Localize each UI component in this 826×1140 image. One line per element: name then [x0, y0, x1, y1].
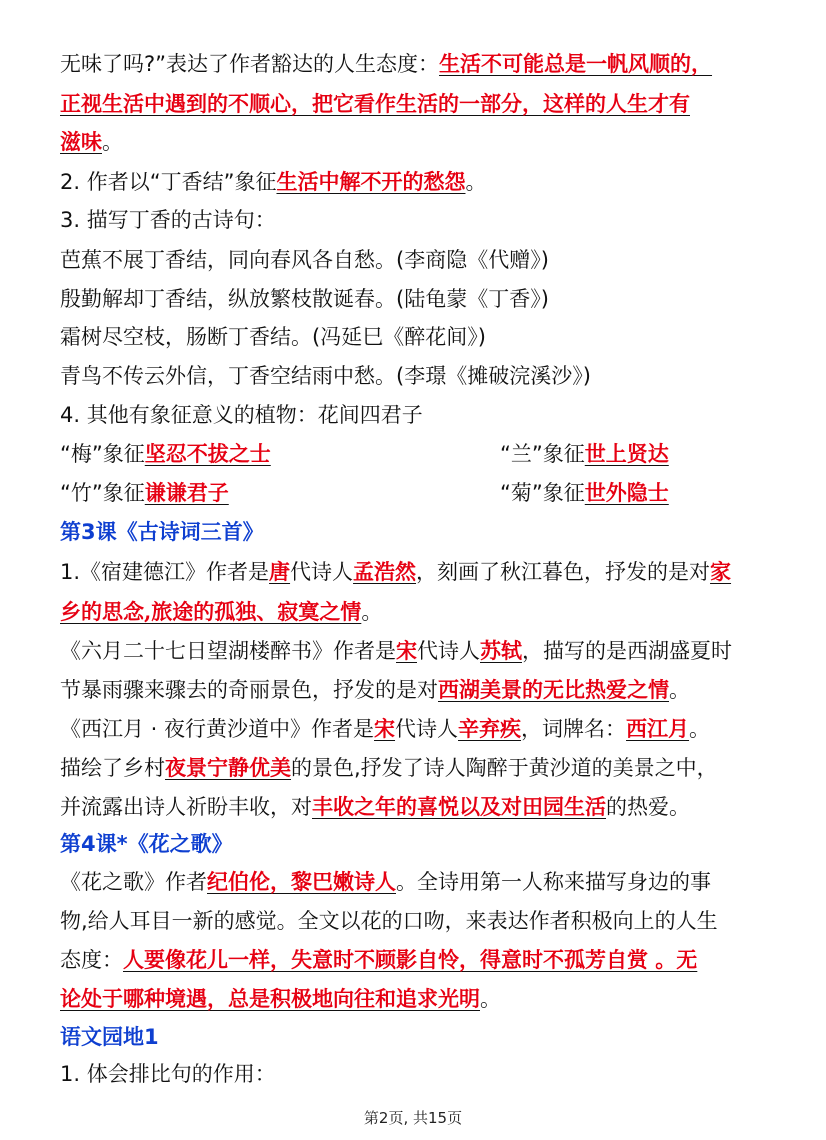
- heading-text: 语文园地1: [60, 1025, 159, 1049]
- plain-text: “竹”象征: [60, 481, 145, 505]
- plain-text: 。: [480, 987, 501, 1011]
- answer-text: 丰收之年的喜悦以及对田园生活: [312, 794, 606, 819]
- poem-line-3: [60, 322, 486, 352]
- heading-text: 第4课*《花之歌》: [60, 832, 233, 856]
- plain-text: 物,给人耳目一新的感觉。全文以花的口吻，来表达作者积极向上的人生: [60, 909, 718, 933]
- plant-row-1: [60, 439, 760, 469]
- answer-text: 正视生活中遇到的不顺心，把它看作生活的一部分，这样的人生才有: [60, 91, 690, 116]
- plain-text: 2. 作者以“丁香结”象征: [60, 170, 277, 194]
- plain-text: “梅”象征: [60, 442, 145, 466]
- answer-text: 世外隐士: [584, 480, 669, 505]
- answer-text: 孟浩然: [353, 559, 417, 584]
- plain-text: 的景色,抒发了诗人陶醉于黄沙道的美景之中，: [291, 756, 718, 780]
- text-line-18: [60, 714, 710, 744]
- plain-text: “菊”象征: [500, 481, 585, 505]
- answer-text: 坚忍不拔之士: [144, 441, 271, 466]
- section-heading-lesson-3: [60, 517, 264, 547]
- answer-text: 宋: [396, 638, 417, 663]
- plain-text: “兰”象征: [500, 442, 585, 466]
- text-line-27: [60, 1059, 276, 1089]
- answer-text: 生活不可能总是一帆风顺的，: [439, 51, 713, 76]
- text-line-1: [60, 49, 712, 79]
- answer-text: 唐: [269, 559, 291, 584]
- answer-text: 谦谦君子: [144, 480, 229, 505]
- poem-line-2: [60, 284, 549, 314]
- plain-text: ，刻画了秋江暮色，抒发的是对: [416, 560, 711, 584]
- answer-text: 乡的思念,旅途的孤独、寂寞之情: [60, 599, 362, 624]
- answer-text: 西江月: [626, 716, 690, 741]
- answer-text: 辛弃疾: [458, 716, 522, 741]
- text-line-22: [60, 867, 711, 897]
- section-heading-lesson-4: [60, 829, 233, 859]
- text-line-24: [60, 945, 697, 975]
- text-line-15: [60, 597, 382, 627]
- answer-text: 论处于哪种境遇，总是积极地向往和追求光明: [60, 986, 480, 1011]
- text-line-5: [60, 205, 276, 235]
- answer-text: 苏轼: [480, 638, 522, 663]
- plain-text: 无味了吗?”表达了作者豁达的人生态度：: [60, 52, 440, 76]
- plain-text: 并流露出诗人祈盼丰收，对: [60, 795, 312, 819]
- plant-right-col: [500, 478, 669, 508]
- plain-text: 代诗人: [417, 639, 480, 663]
- text-line-23: [60, 906, 718, 936]
- plain-text: ，词牌名：: [521, 717, 627, 741]
- text-line-4: [60, 167, 486, 197]
- text-line-10: [60, 400, 423, 430]
- text-line-25: [60, 984, 501, 1014]
- plain-text: 。: [689, 717, 711, 741]
- answer-text: 生活中解不开的愁怨: [276, 169, 466, 194]
- poem-line-1: [60, 245, 549, 275]
- answer-text: 夜景宁静优美: [165, 755, 291, 780]
- plain-text: 代诗人: [290, 560, 354, 584]
- plain-text: 殷勤解却丁香结，纵放繁枝散诞春。(陆龟蒙《丁香》): [60, 287, 549, 311]
- answer-text: 家: [710, 559, 732, 584]
- plain-text: 1.《宿建德江》作者是: [60, 560, 270, 584]
- text-line-14: [60, 557, 731, 587]
- plain-text: 态度：: [60, 948, 123, 972]
- text-line-16: [60, 636, 732, 666]
- plain-text: 。: [361, 600, 383, 624]
- plain-text: 。: [465, 170, 487, 194]
- plain-text: 节暴雨骤来骤去的奇丽景色，抒发的是对: [60, 678, 438, 702]
- poem-line-4: [60, 361, 591, 391]
- answer-text: 滋味: [60, 129, 102, 154]
- heading-text: 第3课《古诗词三首》: [60, 520, 264, 544]
- plant-row-2: [60, 478, 760, 508]
- text-line-3: [60, 127, 123, 157]
- page-number-footer: 第2页, 共15页: [363, 1109, 463, 1127]
- plain-text: 的热爱。: [606, 795, 690, 819]
- answer-text: 宋: [374, 716, 396, 741]
- plain-text: 。: [669, 678, 690, 702]
- plain-text: 4. 其他有象征意义的植物：花间四君子: [60, 403, 423, 427]
- text-line-20: [60, 792, 690, 822]
- plain-text: 《花之歌》作者: [60, 870, 207, 894]
- plain-text: 。全诗用第一人称来描写身边的事: [396, 870, 711, 894]
- plain-text: 。: [102, 130, 123, 154]
- answer-text: 人要像花儿一样，失意时不顾影自怜，得意时不孤芳自赏 。无: [123, 947, 698, 972]
- answer-text: 纪伯伦，黎巴嫩诗人: [207, 869, 396, 894]
- plain-text: 代诗人: [395, 717, 459, 741]
- answer-text: 西湖美景的无比热爱之情: [438, 677, 669, 702]
- text-line-17: [60, 675, 690, 705]
- plain-text: 青鸟不传云外信，丁香空结雨中愁。(李璟《摊破浣溪沙》): [60, 364, 591, 388]
- plant-right-col: [500, 439, 669, 469]
- plain-text: 描绘了乡村: [60, 756, 165, 780]
- text-line-2: [60, 89, 690, 119]
- answer-text: 世上贤达: [584, 441, 669, 466]
- text-line-19: [60, 753, 718, 783]
- plain-text: 1. 体会排比句的作用：: [60, 1062, 276, 1086]
- plain-text: 3. 描写丁香的古诗句：: [60, 208, 276, 232]
- plain-text: ，描写的是西湖盛夏时: [522, 639, 732, 663]
- plain-text: 《六月二十七日望湖楼醉书》作者是: [60, 639, 396, 663]
- section-heading-chinese-garden: [60, 1022, 159, 1052]
- plain-text: 《西江月 · 夜行黄沙道中》作者是: [60, 717, 375, 741]
- plain-text: 芭蕉不展丁香结，同向春风各自愁。(李商隐《代赠》): [60, 248, 549, 272]
- plain-text: 霜树尽空枝，肠断丁香结。(冯延巳《醉花间》): [60, 325, 486, 349]
